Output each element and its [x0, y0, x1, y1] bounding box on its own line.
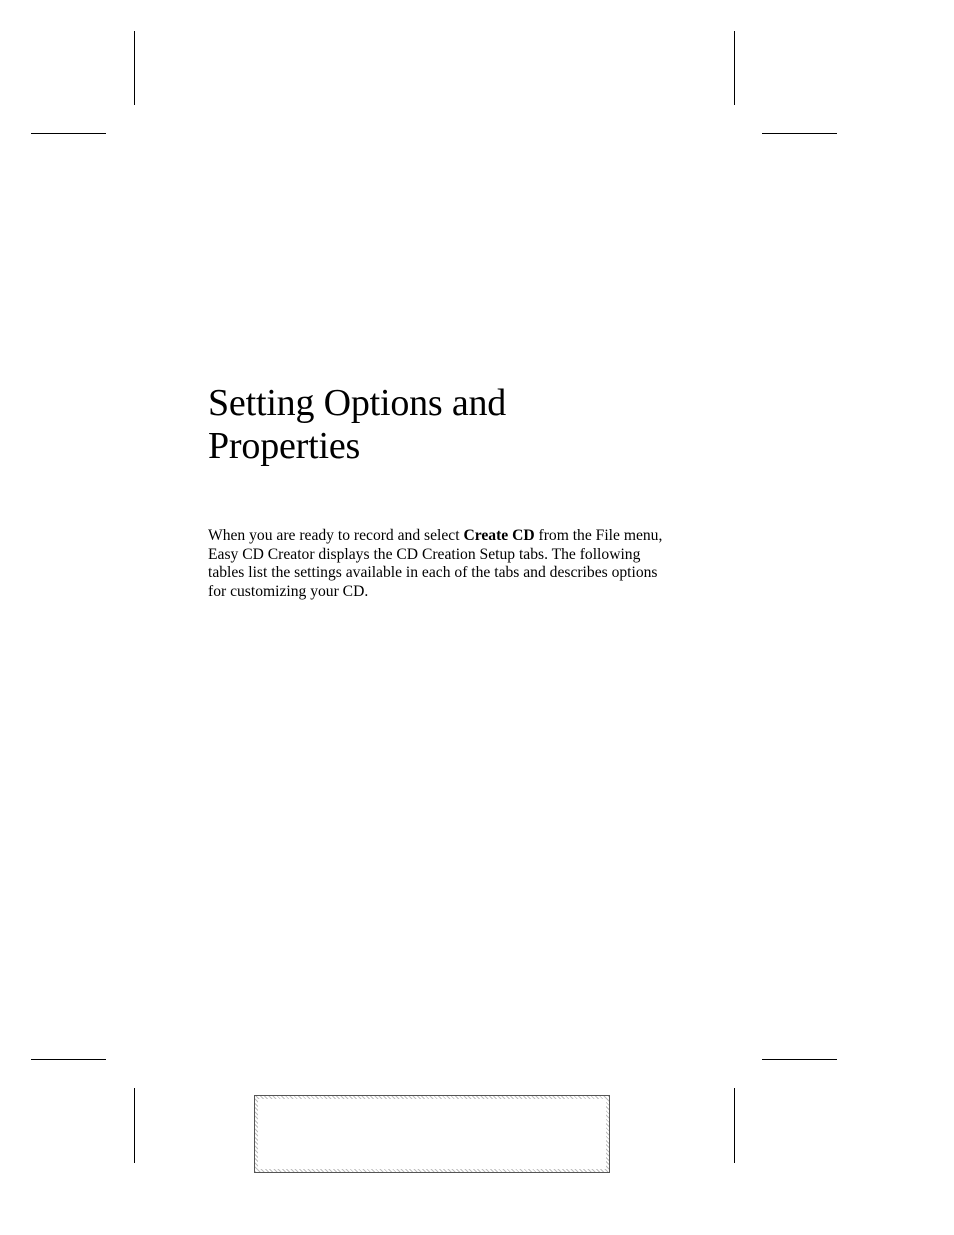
hatched-frame-inner	[258, 1099, 606, 1169]
crop-mark-top-right-horizontal	[762, 133, 837, 134]
crop-mark-top-right-vertical	[734, 31, 735, 105]
chapter-title-line-2: Properties	[208, 425, 361, 467]
crop-mark-bottom-left-vertical	[134, 1088, 135, 1163]
chapter-title-line-1: Setting Options and	[208, 382, 507, 424]
intro-paragraph	[208, 527, 678, 602]
crop-mark-top-left-vertical	[134, 31, 135, 105]
crop-mark-top-left-horizontal	[31, 133, 106, 134]
hatched-frame-box	[254, 1095, 610, 1173]
chapter-title	[208, 382, 728, 468]
intro-create-cd-term: Create CD	[463, 527, 535, 544]
crop-mark-bottom-right-vertical	[734, 1088, 735, 1163]
intro-text-start: When you are ready to record and select	[208, 527, 464, 544]
crop-mark-bottom-right-horizontal	[762, 1059, 837, 1060]
intro-text-end: from the File menu, Easy CD Creator displays the CD Creation Setup tabs. The following tables list the settings available in each of the tabs and describes options for customizing your CD.	[208, 527, 663, 601]
crop-mark-bottom-left-horizontal	[31, 1059, 106, 1060]
